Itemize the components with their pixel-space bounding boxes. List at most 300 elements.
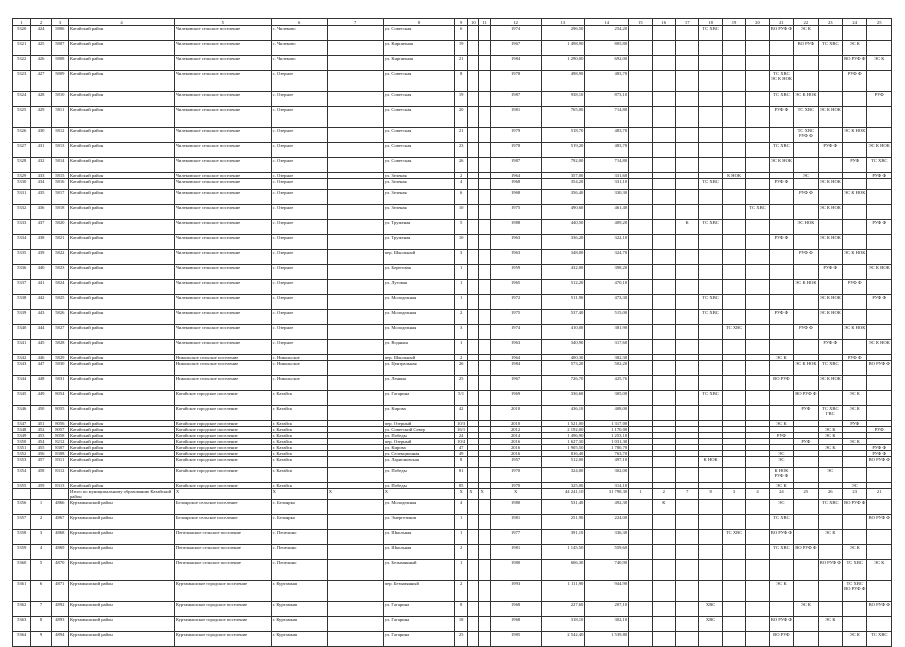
table-cell	[652, 545, 675, 560]
table-cell	[468, 295, 479, 310]
table-cell: 1	[455, 295, 468, 310]
table-cell	[818, 515, 842, 530]
table-cell	[699, 92, 722, 107]
table-cell	[652, 26, 675, 41]
table-cell	[327, 468, 383, 483]
table-cell: 436	[31, 205, 51, 220]
table-cell: 302,00	[585, 468, 629, 483]
table-cell: Куртамышское городское поселение	[174, 602, 271, 617]
table-cell: РУФ Ф	[794, 250, 818, 265]
table-row	[13, 41, 892, 56]
table-cell: 1981	[490, 107, 541, 128]
table-cell: ВО РУФ Ф	[769, 530, 793, 545]
table-cell	[843, 92, 867, 107]
table-cell	[867, 250, 892, 265]
table-cell: Куртамышский район	[69, 617, 175, 632]
table-cell	[746, 220, 769, 235]
table-cell: 1 290,00	[541, 56, 585, 71]
table-cell	[629, 128, 652, 143]
table-cell: 6	[31, 581, 51, 602]
table-cell: 456	[31, 451, 51, 457]
table-cell	[722, 515, 745, 530]
table-cell: 432,00	[541, 265, 585, 280]
table-cell	[794, 158, 818, 173]
table-cell: 5810	[51, 92, 68, 107]
table-cell: Катайский район	[69, 107, 175, 128]
table-row	[13, 92, 892, 107]
table-cell: 483,70	[585, 71, 629, 92]
table-cell: с. Пепелино	[271, 530, 327, 545]
table-cell: 8056	[51, 421, 68, 427]
table-cell	[652, 530, 675, 545]
table-cell: ВО РУФ Ф	[794, 391, 818, 406]
table-cell: ТС ХВС	[699, 179, 722, 190]
table-cell	[722, 632, 745, 647]
table-cell	[722, 457, 745, 468]
table-cell	[746, 376, 769, 391]
table-cell	[722, 602, 745, 617]
table-cell	[843, 340, 867, 355]
table-cell	[327, 602, 383, 617]
table-cell: 331,60	[585, 173, 629, 179]
table-cell: ул. Зеленая	[383, 190, 454, 205]
table-cell	[629, 457, 652, 468]
table-cell	[676, 310, 699, 325]
table-cell: ВО РУФ Ф	[843, 500, 867, 515]
table-cell: 559,60	[585, 545, 629, 560]
table-cell: 1981	[490, 545, 541, 560]
table-cell	[479, 220, 490, 235]
table-cell: Катайский район	[69, 128, 175, 143]
table-cell: ТС ХВС	[699, 220, 722, 235]
table-cell: 5347	[13, 421, 31, 427]
table-cell: 1957	[490, 457, 541, 468]
table-cell: 805,80	[585, 41, 629, 56]
table-cell: РУФ	[843, 421, 867, 427]
table-cell	[843, 617, 867, 632]
table-cell	[327, 391, 383, 406]
table-cell: ул. Береговая	[383, 265, 454, 280]
table-cell	[629, 406, 652, 421]
table-cell	[468, 26, 479, 41]
table-cell	[722, 468, 745, 483]
table-cell: Куртамышское городское поселение	[174, 617, 271, 632]
table-row	[13, 220, 892, 235]
table-cell: 16/1	[455, 427, 468, 433]
table-cell: Чилековское сельское поселение	[174, 190, 271, 205]
table-cell	[769, 220, 793, 235]
table-cell	[479, 107, 490, 128]
table-cell: 5332	[13, 205, 31, 220]
table-cell	[794, 581, 818, 602]
table-cell: ТС ХВС РУФ Ф	[794, 128, 818, 143]
table-cell	[843, 205, 867, 220]
table-cell: г. Катайск	[271, 439, 327, 445]
table-cell: Х	[455, 489, 468, 500]
table-cell: Чилековское сельское поселение	[174, 280, 271, 295]
table-cell: 5364	[13, 632, 31, 647]
table-cell: 1967	[490, 376, 541, 391]
table-row	[13, 295, 892, 310]
table-cell	[867, 391, 892, 406]
table-cell: 5342	[13, 355, 31, 361]
table-cell: 449	[31, 391, 51, 406]
table-cell: 2 192,00	[541, 427, 585, 433]
table-cell: 816,40	[541, 451, 585, 457]
table-cell: 382,30	[585, 355, 629, 361]
table-cell: 1977	[490, 530, 541, 545]
table-cell	[676, 41, 699, 56]
table-cell: 8	[455, 602, 468, 617]
table-cell	[676, 457, 699, 468]
table-cell: Чилековское сельское поселение	[174, 41, 271, 56]
table-cell: ул. Селекционная	[383, 451, 454, 457]
column-number-15: 15	[629, 19, 652, 26]
table-cell: Х	[327, 489, 383, 500]
table-cell	[843, 468, 867, 483]
table-cell: с. Чилеково	[271, 26, 327, 41]
table-cell	[699, 250, 722, 265]
table-cell: ТС ХВС ГВС	[818, 406, 842, 421]
table-cell	[746, 92, 769, 107]
table-cell	[468, 602, 479, 617]
table-cell	[794, 617, 818, 632]
table-cell	[327, 92, 383, 107]
table-cell: Катайский район	[69, 439, 175, 445]
table-cell	[652, 107, 675, 128]
table-cell	[722, 391, 745, 406]
table-cell	[479, 530, 490, 545]
table-cell: ЭС К	[818, 617, 842, 632]
table-cell: Белоярское сельское поселение	[174, 515, 271, 530]
table-cell	[867, 325, 892, 340]
table-cell	[746, 361, 769, 376]
table-cell	[794, 376, 818, 391]
table-cell	[629, 310, 652, 325]
table-cell	[867, 545, 892, 560]
table-cell	[818, 26, 842, 41]
table-cell: 4	[455, 500, 468, 515]
table-row	[13, 515, 892, 530]
table-cell	[746, 71, 769, 92]
table-cell: ЭС К НОК	[867, 340, 892, 355]
table-cell: г. Куртамыш	[271, 632, 327, 647]
table-cell	[479, 128, 490, 143]
table-cell: 5336	[13, 265, 31, 280]
table-cell: ЭС К	[769, 581, 793, 602]
table-cell: с. Озерное	[271, 235, 327, 250]
table-cell	[652, 235, 675, 250]
table-cell	[652, 617, 675, 632]
table-cell	[327, 41, 383, 56]
table-cell	[652, 340, 675, 355]
table-cell	[699, 581, 722, 602]
table-cell: 5341	[13, 340, 31, 355]
table-cell	[629, 560, 652, 581]
table-cell: 473,30	[585, 295, 629, 310]
table-cell: ЭС К НОК	[818, 310, 842, 325]
table-row	[13, 71, 892, 92]
table-cell: Куртамышский район	[69, 530, 175, 545]
table-cell: ул. Зеленая	[383, 173, 454, 179]
table-cell: 25	[455, 376, 468, 391]
table-cell	[652, 295, 675, 310]
table-cell: ул. Советская	[383, 71, 454, 92]
table-cell: Катайский район	[69, 427, 175, 433]
table-cell	[746, 391, 769, 406]
table-cell: 1	[31, 500, 51, 515]
table-cell	[699, 340, 722, 355]
table-cell: ТС ХВС	[818, 361, 842, 376]
table-cell: 440,50	[541, 220, 585, 235]
table-cell: 435	[31, 190, 51, 205]
table-cell	[818, 280, 842, 295]
table-cell: 1 780,70	[585, 445, 629, 451]
table-cell: ул. Советская	[383, 158, 454, 173]
column-number-12: 12	[490, 19, 541, 26]
table-cell: 10	[455, 235, 468, 250]
table-cell	[468, 179, 479, 190]
table-cell: Чилековское сельское поселение	[174, 56, 271, 71]
table-cell: 336,20	[541, 235, 585, 250]
table-cell	[327, 617, 383, 632]
table-cell	[479, 617, 490, 632]
table-cell	[327, 235, 383, 250]
table-row	[13, 632, 892, 647]
table-cell	[746, 617, 769, 632]
table-cell: Катайский район	[69, 158, 175, 173]
table-cell: ВО РУФ Ф	[769, 617, 793, 632]
table-cell: ЭС К НОК	[843, 325, 867, 340]
table-cell: ул. Советская	[383, 128, 454, 143]
table-cell	[746, 143, 769, 158]
table-cell: РУФ Ф	[818, 340, 842, 355]
table-cell	[327, 179, 383, 190]
table-cell: 726,70	[541, 376, 585, 391]
table-cell	[843, 602, 867, 617]
table-cell: 19	[455, 92, 468, 107]
table-cell: ул. Луговая	[383, 280, 454, 295]
table-row	[13, 235, 892, 250]
table-cell: Куртамышское городское поселение	[174, 632, 271, 647]
table-cell: 457	[31, 457, 51, 468]
table-cell: Чилековское сельское поселение	[174, 158, 271, 173]
table-cell	[652, 376, 675, 391]
table-cell: 5356	[13, 500, 31, 515]
table-cell: 31 798,30	[585, 489, 629, 500]
table-cell: 455	[31, 445, 51, 451]
table-cell	[479, 325, 490, 340]
table-cell	[31, 489, 51, 500]
table-cell	[479, 143, 490, 158]
table-cell: г. Катайск	[271, 406, 327, 421]
table-cell: 8055	[51, 406, 68, 421]
table-cell: ЭС К	[867, 56, 892, 71]
table-row	[13, 128, 892, 143]
table-cell: с. Озерное	[271, 190, 327, 205]
table-cell	[722, 26, 745, 41]
table-cell: 1	[455, 560, 468, 581]
table-cell	[468, 391, 479, 406]
table-cell	[818, 602, 842, 617]
table-cell: Катайский район	[69, 361, 175, 376]
table-cell	[769, 250, 793, 265]
table-cell: 348,00	[541, 250, 585, 265]
table-cell	[652, 602, 675, 617]
table-cell: 1 905,50	[541, 445, 585, 451]
table-cell	[722, 361, 745, 376]
table-cell	[479, 560, 490, 581]
table-cell: с. Чилеково	[271, 41, 327, 56]
table-cell: ТС ХВС	[794, 107, 818, 128]
table-cell: 5329	[13, 173, 31, 179]
table-cell: 428	[31, 92, 51, 107]
table-cell: ЭС	[769, 457, 793, 468]
table-cell	[327, 560, 383, 581]
table-cell: 49	[455, 451, 468, 457]
table-cell	[722, 220, 745, 235]
table-cell	[479, 295, 490, 310]
table-cell: 1	[455, 280, 468, 295]
table-cell: Катайское городское поселение	[174, 445, 271, 451]
table-cell	[468, 325, 479, 340]
table-cell: 5808	[51, 56, 68, 71]
table-cell: ул. Гагарина	[383, 617, 454, 632]
table-cell: 8	[455, 457, 468, 468]
table-cell: 357,00	[541, 173, 585, 179]
table-cell: с. Белоярка	[271, 515, 327, 530]
table-cell	[746, 190, 769, 205]
table-cell: 1 521,00	[541, 421, 585, 427]
table-cell: РУФ Ф	[818, 143, 842, 158]
table-cell: 5345	[13, 391, 31, 406]
table-cell: с. Белоярка	[271, 500, 327, 515]
table-cell	[794, 560, 818, 581]
table-cell	[722, 340, 745, 355]
table-cell: ЭС К	[769, 355, 793, 361]
table-cell	[468, 92, 479, 107]
table-cell: 531,40	[541, 500, 585, 515]
table-cell: 1974	[490, 325, 541, 340]
table-cell: 5830	[51, 361, 68, 376]
table-cell	[479, 190, 490, 205]
table-cell: Чилековское сельское поселение	[174, 26, 271, 41]
table-cell: ЭС К	[818, 427, 842, 433]
table-cell: 5322	[13, 56, 31, 71]
table-cell: Катайский район	[69, 457, 175, 468]
table-cell: 314,10	[585, 483, 629, 489]
table-cell	[676, 295, 699, 310]
table-cell: 5321	[13, 41, 31, 56]
table-cell: ул. Кирова	[383, 445, 454, 451]
table-cell	[468, 41, 479, 56]
table-cell	[746, 56, 769, 71]
table-row	[13, 340, 892, 355]
table-cell: 19	[455, 41, 468, 56]
table-cell	[818, 457, 842, 468]
table-cell: ул. Центральная	[383, 361, 454, 376]
table-cell: 433	[31, 173, 51, 179]
table-cell: 1984	[490, 361, 541, 376]
table-cell: 5350	[13, 439, 31, 445]
table-cell	[699, 361, 722, 376]
table-cell	[769, 295, 793, 310]
table-cell	[479, 361, 490, 376]
table-cell: ЭС К	[843, 632, 867, 647]
table-cell: Катайский район	[69, 310, 175, 325]
table-cell	[652, 143, 675, 158]
table-cell	[468, 220, 479, 235]
table-row	[13, 406, 892, 421]
table-cell: 1963	[490, 235, 541, 250]
table-cell: ТС ХВС	[769, 515, 793, 530]
table-cell: 3	[455, 250, 468, 265]
table-cell	[479, 340, 490, 355]
table-cell	[794, 310, 818, 325]
table-cell: г. Катайск	[271, 421, 327, 427]
table-cell	[327, 295, 383, 310]
table-cell	[479, 376, 490, 391]
table-cell: с. Озерное	[271, 158, 327, 173]
table-cell	[327, 128, 383, 143]
table-cell: ЭС К НОК	[769, 158, 793, 173]
table-cell: К НОК	[722, 173, 745, 179]
table-cell	[327, 457, 383, 468]
table-cell	[327, 71, 383, 92]
table-cell: 450	[31, 406, 51, 421]
table-cell: Чилековское сельское поселение	[174, 205, 271, 220]
table-cell: с. Озерное	[271, 92, 327, 107]
table-cell	[867, 107, 892, 128]
table-cell	[676, 468, 699, 483]
table-row	[13, 560, 892, 581]
column-number-7: 7	[327, 19, 383, 26]
table-cell: 391,10	[541, 530, 585, 545]
table-cell	[468, 617, 479, 632]
table-cell	[652, 56, 675, 71]
table-cell: 426	[31, 56, 51, 71]
table-cell: ул. Труженая	[383, 235, 454, 250]
table-cell	[629, 515, 652, 530]
table-cell: 5828	[51, 340, 68, 355]
table-cell: 425	[31, 41, 51, 56]
table-cell: РУФ	[794, 406, 818, 421]
table-cell	[722, 143, 745, 158]
table-cell: 5353	[13, 457, 31, 468]
table-cell	[652, 158, 675, 173]
table-cell	[699, 406, 722, 421]
table-cell	[769, 190, 793, 205]
table-cell: ТС ХВС	[746, 205, 769, 220]
table-cell	[746, 457, 769, 468]
table-cell	[769, 280, 793, 295]
table-cell	[479, 56, 490, 71]
table-cell: 1 496,90	[541, 433, 585, 439]
table-cell: ул. Советская	[383, 107, 454, 128]
table-cell: ЭС К НОК	[818, 376, 842, 391]
table-cell	[327, 158, 383, 173]
table-cell: 7	[676, 489, 699, 500]
table-cell	[818, 325, 842, 340]
table-cell: 21	[455, 128, 468, 143]
table-cell: ул. Водяная	[383, 340, 454, 355]
table-cell	[652, 391, 675, 406]
table-cell	[676, 26, 699, 41]
column-number-24: 24	[843, 19, 867, 26]
table-cell	[676, 617, 699, 632]
table-cell	[722, 128, 745, 143]
table-cell: 512,00	[541, 457, 585, 468]
